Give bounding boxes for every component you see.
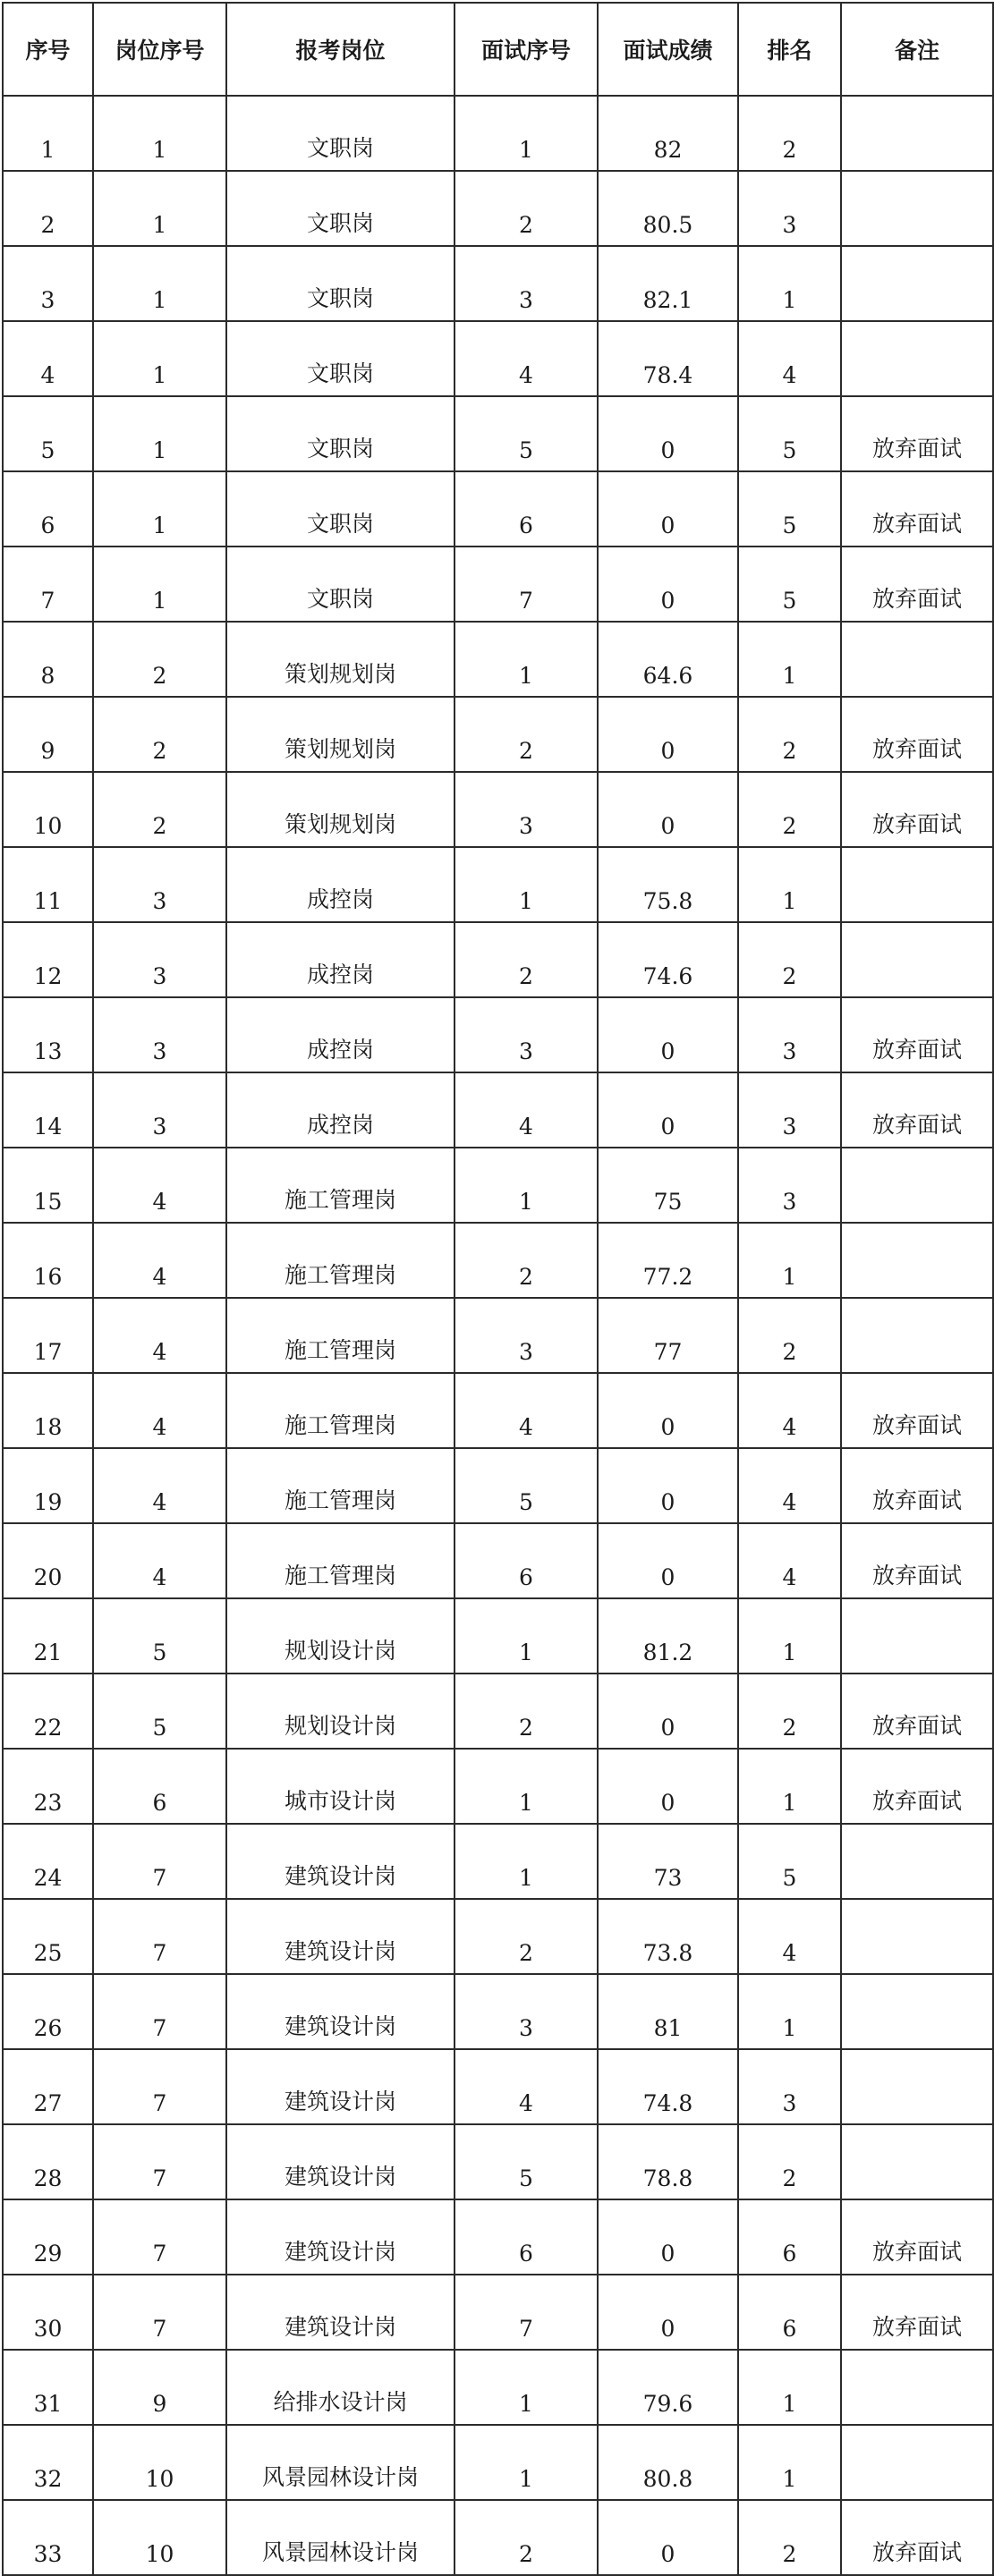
cell-post-seq: 3 [93, 922, 226, 997]
cell-note: 放弃面试 [841, 471, 993, 547]
cell-post: 策划规划岗 [226, 772, 455, 847]
cell-rank: 2 [738, 2124, 841, 2199]
cell-note: 放弃面试 [841, 2199, 993, 2275]
cell-rank: 2 [738, 772, 841, 847]
cell-interview-seq: 4 [455, 1373, 598, 1448]
cell-interview-seq: 3 [455, 997, 598, 1072]
cell-score: 0 [598, 997, 738, 1072]
cell-post: 施工管理岗 [226, 1298, 455, 1373]
cell-post: 建筑设计岗 [226, 1824, 455, 1899]
table-row [3, 2425, 993, 2500]
cell-post-seq: 1 [93, 547, 226, 622]
cell-seq: 13 [3, 997, 93, 1072]
cell-interview-seq: 4 [455, 321, 598, 396]
cell-post: 风景园林设计岗 [226, 2425, 455, 2500]
table-row [3, 2199, 993, 2275]
cell-post-seq: 1 [93, 171, 226, 246]
cell-post-seq: 7 [93, 1974, 226, 2049]
cell-post: 规划设计岗 [226, 1598, 455, 1674]
cell-rank: 2 [738, 922, 841, 997]
cell-seq: 22 [3, 1674, 93, 1749]
cell-score: 0 [598, 396, 738, 471]
cell-interview-seq: 3 [455, 772, 598, 847]
table-row [3, 1974, 993, 2049]
cell-score: 73 [598, 1824, 738, 1899]
cell-seq: 7 [3, 547, 93, 622]
cell-rank: 6 [738, 2199, 841, 2275]
cell-post-seq: 1 [93, 321, 226, 396]
cell-note [841, 1223, 993, 1298]
cell-seq: 29 [3, 2199, 93, 2275]
header-row [3, 3, 993, 96]
cell-note [841, 1598, 993, 1674]
cell-interview-seq: 4 [455, 1072, 598, 1148]
cell-rank: 2 [738, 697, 841, 772]
cell-seq: 11 [3, 847, 93, 922]
cell-post: 建筑设计岗 [226, 2124, 455, 2199]
cell-rank: 3 [738, 997, 841, 1072]
cell-post: 成控岗 [226, 1072, 455, 1148]
cell-post-seq: 1 [93, 471, 226, 547]
cell-interview-seq: 1 [455, 622, 598, 697]
cell-note [841, 2124, 993, 2199]
cell-post: 文职岗 [226, 246, 455, 321]
cell-score: 0 [598, 2275, 738, 2350]
table-row [3, 96, 993, 171]
cell-interview-seq: 5 [455, 1448, 598, 1523]
cell-score: 0 [598, 2199, 738, 2275]
cell-seq: 21 [3, 1598, 93, 1674]
cell-note: 放弃面试 [841, 1072, 993, 1148]
cell-seq: 8 [3, 622, 93, 697]
table-row [3, 772, 993, 847]
cell-seq: 1 [3, 96, 93, 171]
cell-note: 放弃面试 [841, 997, 993, 1072]
cell-seq: 23 [3, 1749, 93, 1824]
cell-score: 81.2 [598, 1598, 738, 1674]
cell-score: 81 [598, 1974, 738, 2049]
cell-note: 放弃面试 [841, 772, 993, 847]
cell-rank: 4 [738, 1523, 841, 1598]
cell-seq: 10 [3, 772, 93, 847]
cell-rank: 1 [738, 847, 841, 922]
cell-interview-seq: 7 [455, 547, 598, 622]
cell-interview-seq: 1 [455, 1824, 598, 1899]
cell-post-seq: 7 [93, 2275, 226, 2350]
table-row [3, 1523, 993, 1598]
header-interview-seq: 面试序号 [455, 3, 598, 96]
cell-seq: 17 [3, 1298, 93, 1373]
cell-post-seq: 7 [93, 1824, 226, 1899]
table-row [3, 171, 993, 246]
cell-post: 成控岗 [226, 997, 455, 1072]
cell-interview-seq: 2 [455, 171, 598, 246]
cell-score: 80.8 [598, 2425, 738, 2500]
table-header [3, 3, 993, 96]
cell-post-seq: 7 [93, 2124, 226, 2199]
cell-note [841, 96, 993, 171]
table-row [3, 547, 993, 622]
cell-interview-seq: 2 [455, 922, 598, 997]
header-rank: 排名 [738, 3, 841, 96]
cell-interview-seq: 3 [455, 1298, 598, 1373]
cell-seq: 5 [3, 396, 93, 471]
cell-note: 放弃面试 [841, 1523, 993, 1598]
cell-post-seq: 9 [93, 2350, 226, 2425]
table-row [3, 847, 993, 922]
cell-interview-seq: 2 [455, 1674, 598, 1749]
cell-note [841, 1148, 993, 1223]
cell-post: 建筑设计岗 [226, 2199, 455, 2275]
cell-post-seq: 7 [93, 2199, 226, 2275]
cell-score: 0 [598, 1523, 738, 1598]
cell-note [841, 321, 993, 396]
cell-rank: 5 [738, 471, 841, 547]
cell-interview-seq: 7 [455, 2275, 598, 2350]
cell-post: 施工管理岗 [226, 1148, 455, 1223]
cell-note: 放弃面试 [841, 2275, 993, 2350]
cell-post-seq: 3 [93, 997, 226, 1072]
cell-post: 文职岗 [226, 321, 455, 396]
cell-score: 82.1 [598, 246, 738, 321]
cell-rank: 2 [738, 1674, 841, 1749]
cell-interview-seq: 3 [455, 1974, 598, 2049]
cell-note [841, 847, 993, 922]
cell-score: 82 [598, 96, 738, 171]
table-row [3, 321, 993, 396]
cell-rank: 1 [738, 622, 841, 697]
table-row [3, 1598, 993, 1674]
cell-score: 0 [598, 772, 738, 847]
cell-note: 放弃面试 [841, 396, 993, 471]
cell-post: 文职岗 [226, 171, 455, 246]
cell-seq: 9 [3, 697, 93, 772]
cell-interview-seq: 1 [455, 2350, 598, 2425]
cell-post: 建筑设计岗 [226, 1899, 455, 1974]
cell-score: 77.2 [598, 1223, 738, 1298]
cell-post: 成控岗 [226, 922, 455, 997]
cell-seq: 30 [3, 2275, 93, 2350]
cell-post: 规划设计岗 [226, 1674, 455, 1749]
cell-note [841, 2350, 993, 2425]
cell-score: 80.5 [598, 171, 738, 246]
table-row [3, 2049, 993, 2124]
cell-post-seq: 5 [93, 1674, 226, 1749]
table-row [3, 1298, 993, 1373]
cell-post: 建筑设计岗 [226, 2275, 455, 2350]
cell-note: 放弃面试 [841, 2500, 993, 2575]
header-note: 备注 [841, 3, 993, 96]
cell-seq: 2 [3, 171, 93, 246]
cell-post-seq: 1 [93, 96, 226, 171]
cell-score: 0 [598, 1749, 738, 1824]
table-row [3, 1824, 993, 1899]
cell-post-seq: 2 [93, 622, 226, 697]
cell-interview-seq: 6 [455, 471, 598, 547]
cell-interview-seq: 2 [455, 2500, 598, 2575]
cell-score: 75 [598, 1148, 738, 1223]
header-post: 报考岗位 [226, 3, 455, 96]
table-row [3, 1223, 993, 1298]
cell-seq: 15 [3, 1148, 93, 1223]
table-row [3, 622, 993, 697]
cell-note: 放弃面试 [841, 547, 993, 622]
cell-post: 给排水设计岗 [226, 2350, 455, 2425]
cell-rank: 1 [738, 1223, 841, 1298]
cell-score: 0 [598, 471, 738, 547]
cell-note: 放弃面试 [841, 697, 993, 772]
cell-post-seq: 1 [93, 396, 226, 471]
cell-rank: 1 [738, 1598, 841, 1674]
cell-post-seq: 4 [93, 1523, 226, 1598]
cell-post-seq: 3 [93, 847, 226, 922]
cell-seq: 24 [3, 1824, 93, 1899]
table-row [3, 471, 993, 547]
cell-interview-seq: 3 [455, 246, 598, 321]
cell-rank: 1 [738, 2425, 841, 2500]
cell-rank: 1 [738, 246, 841, 321]
cell-seq: 3 [3, 246, 93, 321]
cell-post-seq: 7 [93, 2049, 226, 2124]
cell-rank: 3 [738, 1148, 841, 1223]
cell-post: 建筑设计岗 [226, 1974, 455, 2049]
cell-score: 79.6 [598, 2350, 738, 2425]
cell-score: 64.6 [598, 622, 738, 697]
cell-interview-seq: 6 [455, 1523, 598, 1598]
table-row [3, 2500, 993, 2575]
cell-rank: 6 [738, 2275, 841, 2350]
cell-post-seq: 4 [93, 1298, 226, 1373]
cell-seq: 19 [3, 1448, 93, 1523]
cell-seq: 31 [3, 2350, 93, 2425]
table-row [3, 697, 993, 772]
cell-score: 77 [598, 1298, 738, 1373]
cell-score: 75.8 [598, 847, 738, 922]
table-row [3, 1674, 993, 1749]
table-row [3, 2350, 993, 2425]
cell-seq: 4 [3, 321, 93, 396]
cell-post-seq: 10 [93, 2425, 226, 2500]
table-row [3, 1072, 993, 1148]
cell-score: 0 [598, 1373, 738, 1448]
cell-post: 文职岗 [226, 547, 455, 622]
cell-post-seq: 6 [93, 1749, 226, 1824]
cell-interview-seq: 2 [455, 1223, 598, 1298]
cell-interview-seq: 6 [455, 2199, 598, 2275]
cell-seq: 16 [3, 1223, 93, 1298]
cell-note [841, 1974, 993, 2049]
cell-interview-seq: 1 [455, 1598, 598, 1674]
cell-post: 成控岗 [226, 847, 455, 922]
cell-score: 0 [598, 547, 738, 622]
cell-note [841, 922, 993, 997]
cell-post-seq: 3 [93, 1072, 226, 1148]
cell-rank: 1 [738, 1749, 841, 1824]
cell-post: 文职岗 [226, 396, 455, 471]
cell-score: 0 [598, 1448, 738, 1523]
cell-rank: 1 [738, 2350, 841, 2425]
table-body [3, 96, 993, 2575]
table-row [3, 2275, 993, 2350]
cell-score: 74.8 [598, 2049, 738, 2124]
cell-post: 施工管理岗 [226, 1373, 455, 1448]
cell-interview-seq: 4 [455, 2049, 598, 2124]
cell-note [841, 171, 993, 246]
cell-score: 0 [598, 1674, 738, 1749]
cell-rank: 5 [738, 547, 841, 622]
cell-interview-seq: 1 [455, 1148, 598, 1223]
cell-note: 放弃面试 [841, 1448, 993, 1523]
cell-rank: 5 [738, 1824, 841, 1899]
table-row [3, 1148, 993, 1223]
cell-note [841, 1899, 993, 1974]
cell-interview-seq: 5 [455, 2124, 598, 2199]
table-row [3, 1749, 993, 1824]
cell-interview-seq: 2 [455, 697, 598, 772]
table-row [3, 2124, 993, 2199]
cell-seq: 12 [3, 922, 93, 997]
cell-score: 78.4 [598, 321, 738, 396]
cell-rank: 3 [738, 171, 841, 246]
cell-note: 放弃面试 [841, 1373, 993, 1448]
cell-interview-seq: 1 [455, 96, 598, 171]
cell-score: 0 [598, 1072, 738, 1148]
cell-post-seq: 5 [93, 1598, 226, 1674]
cell-seq: 14 [3, 1072, 93, 1148]
table-row [3, 922, 993, 997]
cell-seq: 33 [3, 2500, 93, 2575]
header-seq: 序号 [3, 3, 93, 96]
cell-post-seq: 7 [93, 1899, 226, 1974]
header-post-seq: 岗位序号 [93, 3, 226, 96]
table-row [3, 246, 993, 321]
cell-post-seq: 4 [93, 1223, 226, 1298]
cell-post-seq: 2 [93, 772, 226, 847]
cell-post-seq: 4 [93, 1448, 226, 1523]
cell-rank: 4 [738, 1899, 841, 1974]
cell-seq: 20 [3, 1523, 93, 1598]
table-row [3, 1899, 993, 1974]
cell-note [841, 246, 993, 321]
cell-seq: 6 [3, 471, 93, 547]
cell-post: 文职岗 [226, 471, 455, 547]
cell-interview-seq: 5 [455, 396, 598, 471]
cell-post: 施工管理岗 [226, 1523, 455, 1598]
cell-score: 78.8 [598, 2124, 738, 2199]
cell-seq: 32 [3, 2425, 93, 2500]
cell-score: 74.6 [598, 922, 738, 997]
interview-results-table [2, 2, 994, 2576]
cell-rank: 3 [738, 1072, 841, 1148]
cell-interview-seq: 1 [455, 1749, 598, 1824]
cell-post: 施工管理岗 [226, 1223, 455, 1298]
cell-seq: 28 [3, 2124, 93, 2199]
cell-note [841, 622, 993, 697]
cell-post-seq: 4 [93, 1373, 226, 1448]
cell-post-seq: 2 [93, 697, 226, 772]
cell-post: 文职岗 [226, 96, 455, 171]
cell-seq: 18 [3, 1373, 93, 1448]
cell-seq: 25 [3, 1899, 93, 1974]
cell-rank: 2 [738, 96, 841, 171]
cell-note: 放弃面试 [841, 1749, 993, 1824]
cell-rank: 2 [738, 2500, 841, 2575]
cell-post: 建筑设计岗 [226, 2049, 455, 2124]
cell-post-seq: 4 [93, 1148, 226, 1223]
cell-rank: 5 [738, 396, 841, 471]
cell-interview-seq: 2 [455, 1899, 598, 1974]
cell-post: 策划规划岗 [226, 622, 455, 697]
cell-rank: 4 [738, 321, 841, 396]
cell-note [841, 1824, 993, 1899]
table-row [3, 396, 993, 471]
cell-post: 城市设计岗 [226, 1749, 455, 1824]
cell-seq: 27 [3, 2049, 93, 2124]
cell-note [841, 2049, 993, 2124]
header-score: 面试成绩 [598, 3, 738, 96]
cell-note [841, 1298, 993, 1373]
cell-post: 风景园林设计岗 [226, 2500, 455, 2575]
cell-post: 施工管理岗 [226, 1448, 455, 1523]
cell-interview-seq: 1 [455, 2425, 598, 2500]
cell-score: 0 [598, 2500, 738, 2575]
cell-post: 策划规划岗 [226, 697, 455, 772]
table-row [3, 997, 993, 1072]
cell-post-seq: 10 [93, 2500, 226, 2575]
cell-post-seq: 1 [93, 246, 226, 321]
cell-seq: 26 [3, 1974, 93, 2049]
cell-note: 放弃面试 [841, 1674, 993, 1749]
cell-rank: 3 [738, 2049, 841, 2124]
table-row [3, 1448, 993, 1523]
cell-note [841, 2425, 993, 2500]
cell-score: 0 [598, 697, 738, 772]
table-row [3, 1373, 993, 1448]
cell-rank: 1 [738, 1974, 841, 2049]
cell-score: 73.8 [598, 1899, 738, 1974]
cell-rank: 4 [738, 1448, 841, 1523]
cell-rank: 4 [738, 1373, 841, 1448]
cell-rank: 2 [738, 1298, 841, 1373]
cell-interview-seq: 1 [455, 847, 598, 922]
